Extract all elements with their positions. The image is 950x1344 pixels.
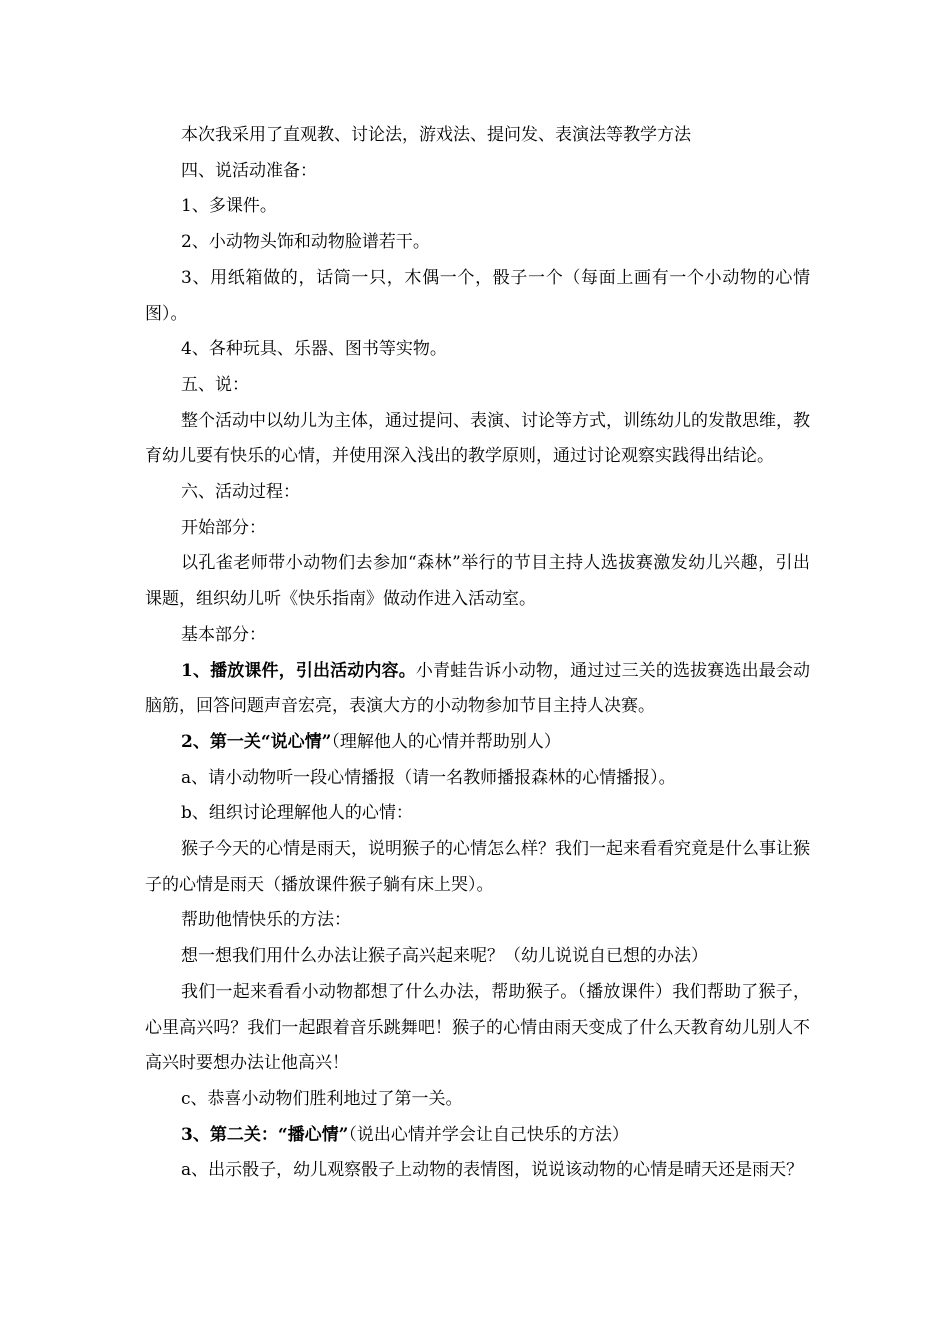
section-heading-preparation bbox=[145, 154, 810, 190]
paragraph-text: a、请小动物听一段心情播报（请一名教师播报森林的心情播报）。 bbox=[181, 767, 676, 788]
paragraph-body bbox=[145, 404, 810, 475]
paragraph-text: 帮助他情快乐的方法： bbox=[181, 910, 351, 931]
list-item bbox=[145, 189, 810, 225]
step-paragraph bbox=[145, 654, 810, 725]
section-heading-shuo bbox=[145, 368, 810, 404]
paragraph-text: c、恭喜小动物们胜利地过了第一关。 bbox=[181, 1088, 463, 1109]
step-title: 2、第一关“说心情” bbox=[181, 731, 332, 752]
step-title: 3、第二关：“播心情” bbox=[181, 1124, 349, 1145]
sub-item bbox=[145, 761, 810, 797]
paragraph-body bbox=[145, 939, 810, 975]
section-heading-process bbox=[145, 475, 810, 511]
subheading-start bbox=[145, 511, 810, 547]
paragraph-text: 六、活动过程： bbox=[181, 482, 300, 503]
paragraph-text: （说出心情并学会让自己快乐的方法） bbox=[348, 1124, 629, 1145]
paragraph-text: 以孔雀老师带小动物们去参加“森林”举行的节目主持人选拔赛激发幼儿兴趣，引出课题，组织幼儿听《快乐指南》做动作进入活动室。 bbox=[145, 553, 810, 610]
sub-item bbox=[145, 1153, 810, 1189]
paragraph-text: a、出示骰子，幼儿观察骰子上动物的表情图，说说该动物的心情是晴天还是雨天？ bbox=[181, 1160, 804, 1181]
paragraph-text: 开始部分： bbox=[181, 517, 266, 538]
step-title: 1、播放课件，引出活动内容。 bbox=[181, 660, 416, 681]
paragraph-text: 4、各种玩具、乐器、图书等实物。 bbox=[181, 339, 447, 360]
paragraph-body bbox=[145, 903, 810, 939]
paragraph-text: 1、多课件。 bbox=[181, 196, 277, 217]
sub-item bbox=[145, 1082, 810, 1118]
paragraph-text: 五、说： bbox=[181, 374, 249, 395]
paragraph-text: 我们一起来看看小动物都想了什么办法，帮助猴子。（播放课件）我们帮助了猴子，心里高兴吗？我们一起跟着音乐跳舞吧！猴子的心情由雨天变成了什么天教育幼儿别人不高兴时要想办法让他高兴！ bbox=[145, 981, 810, 1074]
paragraph-text: 本次我采用了直观教、讨论法，游戏法、提问发、表演法等教学方法 bbox=[181, 125, 691, 145]
step-paragraph bbox=[145, 725, 810, 761]
paragraph-text: 猴子今天的心情是雨天，说明猴子的心情怎么样？我们一起来看看究竟是什么事让猴子的心情是雨天（播放课件猴子躺有床上哭）。 bbox=[145, 839, 810, 895]
subheading-basic bbox=[145, 618, 810, 654]
sub-item bbox=[145, 796, 810, 832]
paragraph-text: 小青蛙告诉小动物，通过过三关的选拔赛选出最会动脑筋，回答问题声音宏亮，表演大方的小动物参加节目主持人决赛。 bbox=[145, 660, 811, 717]
paragraph-text: 整个活动中以幼儿为主体，通过提问、表演、讨论等方式，训练幼儿的发散思维，教育幼儿要有快乐的心情，并使用深入浅出的教学原则，通过讨论观察实践得出结论。 bbox=[145, 410, 810, 467]
paragraph-body bbox=[145, 975, 810, 1082]
paragraph-text: 四、说活动准备： bbox=[181, 160, 317, 181]
list-item bbox=[145, 261, 810, 332]
document-body bbox=[145, 118, 810, 1189]
paragraph-text: 2、小动物头饰和动物脸谱若干。 bbox=[181, 232, 430, 253]
paragraph-text: 基本部分： bbox=[181, 624, 266, 645]
paragraph-text: 想一想我们用什么办法让猴子高兴起来呢？（幼儿说说自已想的办法） bbox=[181, 946, 708, 967]
paragraph-body bbox=[145, 546, 810, 617]
list-item bbox=[145, 332, 810, 368]
paragraph-text: b、组织讨论理解他人的心情： bbox=[181, 803, 413, 824]
paragraph-text: 3、用纸箱做的，话筒一只，木偶一个，骰子一个（每面上画有一个小动物的心情图）。 bbox=[145, 267, 810, 324]
paragraph-body bbox=[145, 832, 810, 903]
paragraph-text: （理解他人的心情并帮助别人） bbox=[331, 731, 561, 752]
step-paragraph bbox=[145, 1118, 810, 1154]
list-item bbox=[145, 225, 810, 261]
paragraph-teaching-methods bbox=[145, 118, 810, 154]
